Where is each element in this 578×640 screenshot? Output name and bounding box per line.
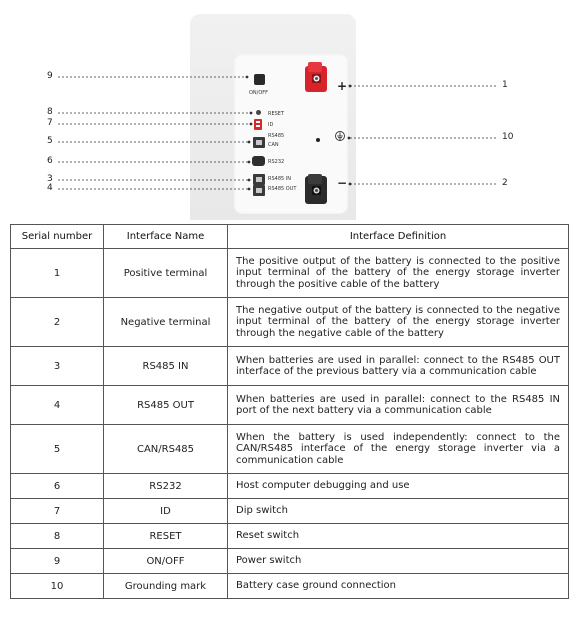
- name-cell: RESET: [104, 524, 228, 549]
- on-off-label: ON/OFF: [249, 90, 269, 96]
- callout-2: 2: [502, 178, 508, 188]
- serial-cell: 5: [11, 425, 104, 474]
- serial-cell: 7: [11, 499, 104, 524]
- callout-7: 7: [47, 118, 53, 128]
- callout-10: 10: [502, 132, 514, 142]
- definition-cell: The negative output of the battery is connected to the negative input terminal of the battery of the energy storage inverter through the negative cable of the battery: [228, 298, 569, 347]
- definition-cell: When batteries are used in parallel: connect to the RS485 IN port of the next battery via a communication cable: [228, 386, 569, 425]
- rs485-out-label: RS485 OUT: [268, 186, 297, 192]
- definition-cell: When the battery is used independently: connect to the CAN/RS485 interface of the energy storage inverter via a communication cable: [228, 425, 569, 474]
- rs485-label: RS485: [268, 133, 285, 139]
- callout-5: 5: [47, 136, 53, 146]
- serial-cell: 9: [11, 549, 104, 574]
- table-row: [11, 524, 569, 549]
- positive-symbol: +: [337, 79, 348, 93]
- callout-4: 4: [47, 183, 53, 193]
- serial-cell: 8: [11, 524, 104, 549]
- definition-cell: Power switch: [228, 549, 569, 574]
- table-row: [11, 499, 569, 524]
- rs485-in-label: RS485 IN: [268, 176, 291, 182]
- serial-cell: 3: [11, 347, 104, 386]
- callout-8: 8: [47, 107, 53, 117]
- serial-cell: 6: [11, 474, 104, 499]
- name-cell: ON/OFF: [104, 549, 228, 574]
- table-row: [11, 298, 569, 347]
- callout-lines: [0, 0, 578, 220]
- table-header-row: [11, 225, 569, 249]
- table-row: [11, 549, 569, 574]
- table-row: [11, 249, 569, 298]
- definition-cell: When batteries are used in parallel: connect to the RS485 OUT interface of the previous battery via a communication cable: [228, 347, 569, 386]
- header-serial-number: Serial number: [11, 225, 104, 249]
- definition-cell: Dip switch: [228, 499, 569, 524]
- callout-1: 1: [502, 80, 508, 90]
- can-label: CAN: [268, 142, 279, 148]
- rs232-label: RS232: [268, 159, 285, 165]
- serial-cell: 4: [11, 386, 104, 425]
- battery-interface-diagram: [0, 0, 578, 220]
- interface-table: [10, 224, 569, 599]
- table-row: [11, 574, 569, 599]
- definition-cell: Host computer debugging and use: [228, 474, 569, 499]
- header-interface-name: Interface Name: [104, 225, 228, 249]
- name-cell: RS485 IN: [104, 347, 228, 386]
- serial-cell: 1: [11, 249, 104, 298]
- table-row: [11, 425, 569, 474]
- serial-cell: 10: [11, 574, 104, 599]
- name-cell: Grounding mark: [104, 574, 228, 599]
- name-cell: Negative terminal: [104, 298, 228, 347]
- name-cell: CAN/RS485: [104, 425, 228, 474]
- table-row: [11, 386, 569, 425]
- name-cell: Positive terminal: [104, 249, 228, 298]
- definition-cell: Battery case ground connection: [228, 574, 569, 599]
- negative-symbol: −: [337, 176, 348, 190]
- callout-9: 9: [47, 71, 53, 81]
- table-row: [11, 474, 569, 499]
- reset-label: RESET: [268, 111, 285, 117]
- serial-cell: 2: [11, 298, 104, 347]
- header-interface-definition: Interface Definition: [228, 225, 569, 249]
- definition-cell: Reset switch: [228, 524, 569, 549]
- table-row: [11, 347, 569, 386]
- name-cell: ID: [104, 499, 228, 524]
- definition-cell: The positive output of the battery is connected to the positive input terminal of the battery of the energy storage inverter through the positive cable of the battery: [228, 249, 569, 298]
- id-label: ID: [268, 122, 274, 128]
- name-cell: RS232: [104, 474, 228, 499]
- callout-6: 6: [47, 156, 53, 166]
- name-cell: RS485 OUT: [104, 386, 228, 425]
- callout-3: 3: [47, 174, 53, 184]
